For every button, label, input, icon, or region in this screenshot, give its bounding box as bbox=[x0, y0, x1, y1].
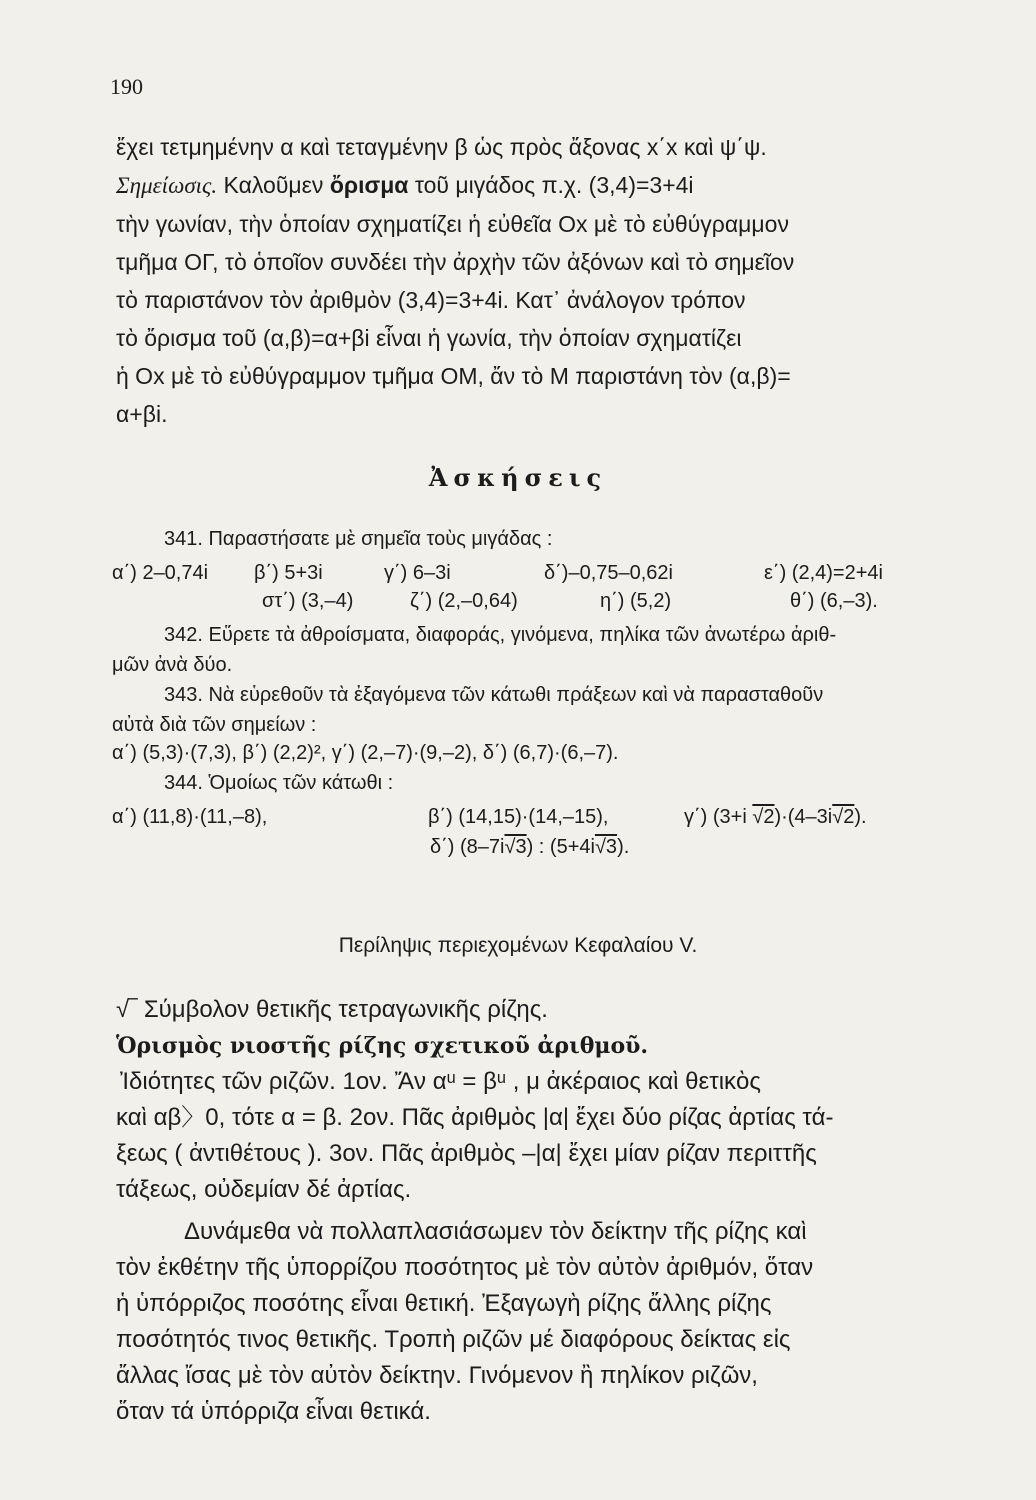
exercise-341-h: η΄) (5,2) bbox=[600, 590, 672, 612]
exercise-344-d-root-2: √3 bbox=[594, 836, 618, 858]
intro-line-2c: τοῦ μιγάδος π.χ. (3,4)=3+4i bbox=[408, 172, 694, 198]
intro-line-8: α+βi. bbox=[116, 401, 168, 427]
chapter-summary bbox=[116, 992, 966, 1430]
exercise-344-d-end: ). bbox=[617, 836, 630, 858]
summary-line-8: τὸν ἐκθέτην τῆς ὑπορρίζου ποσότητος μὲ τὸν αὐτὸν ἀριθμόν, ὅταν bbox=[116, 1254, 814, 1281]
summary-line-4: καὶ αβ〉0, τότε α = β. 2ον. Πᾶς ἀριθμὸς |α| ἔχει δύο ρίζας ἀρτίας τά- bbox=[116, 1104, 834, 1131]
exercise-344-d bbox=[430, 836, 629, 859]
summary-line-7: Δυνάμεθα νὰ πολλαπλασιάσωμεν τὸν δείκτην τῆς ρίζης καὶ bbox=[184, 1218, 807, 1245]
summary-line-10: ποσότητός τινος θετικῆς. Τροπὴ ριζῶν μέ διαφόρους δείκτας εἰς bbox=[116, 1326, 791, 1353]
intro-line-4: τμῆμα ΟΓ, τὸ ὁποῖον συνδέει τὴν ἀρχὴν τῶν ἀξόνων καὶ τὸ σημεῖον bbox=[116, 249, 795, 275]
exercise-341: 341. Παραστήσατε μὲ σημεῖα τοὺς μιγάδας : bbox=[164, 528, 553, 550]
exercise-343-line-2: αὐτὰ διὰ τῶν σημείων : bbox=[112, 714, 317, 736]
intro-line-2a: Καλοῦμεν bbox=[217, 172, 330, 198]
summary-line-11: ἄλλας ἴσας μὲ τὸν αὐτὸν δείκτην. Γινόμενον ἢ πηλίκον ριζῶν, bbox=[116, 1362, 758, 1389]
exercise-341-a: α΄) 2–0,74i bbox=[112, 562, 209, 584]
exercise-344-c-pre: γ΄) (3+i bbox=[684, 806, 753, 828]
exercise-343-line-3: α΄) (5,3)·(7,3), β΄) (2,2)², γ΄) (2,–7)·(9,–2), δ΄) (6,7)·(6,–7). bbox=[112, 742, 619, 764]
intro-paragraph bbox=[116, 128, 966, 433]
exercise-341-c: γ΄) 6–3i bbox=[384, 562, 451, 584]
summary-line-2: Ὁρισμὸς νιοστῆς ρίζης σχετικοῦ ἀριθμοῦ. bbox=[116, 1033, 649, 1059]
exercise-341-d: δ΄)–0,75–0,62i bbox=[544, 562, 673, 584]
exercise-344-c-root-2: √2 bbox=[832, 806, 855, 828]
summary-line-1: √‾ Σύμβολον θετικῆς τετραγωνικῆς ρίζης. bbox=[116, 996, 548, 1023]
intro-line-7: ἡ Ox μὲ τὸ εὐθύγραμμον τμῆμα ΟΜ, ἄν τὸ Μ παριστάνη τὸν (α,β)= bbox=[116, 363, 791, 389]
exercise-344-c-root-1: √2 bbox=[752, 806, 775, 828]
summary-line-6: τάξεως, οὐδεμίαν δέ ἀρτίας. bbox=[116, 1176, 412, 1203]
exercises-title: Ἀσκήσεις bbox=[428, 463, 608, 492]
exercise-343-line-1: 343. Νὰ εὑρεθοῦν τὰ ἐξαγόμενα τῶν κάτωθι πράξεων καὶ νὰ παρασταθοῦν bbox=[164, 684, 824, 706]
exercise-344-d-mid: ) : (5+4i bbox=[526, 836, 595, 858]
exercise-344-line-1: 344. Ὁμοίως τῶν κάτωθι : bbox=[164, 772, 394, 794]
summary-line-3: Ἰδιότητες τῶν ριζῶν. 1ον. Ἄν αᵘ = βᵘ , μ ἀκέραιος καὶ θετικὸς bbox=[120, 1068, 761, 1095]
exercise-341-i: θ΄) (6,–3). bbox=[790, 590, 878, 612]
exercise-344-d-root-1: √3 bbox=[504, 836, 527, 858]
intro-line-6: τὸ ὄρισμα τοῦ (α,β)=α+βi εἶναι ἡ γωνία, τὴν ὁποίαν σχηματίζει bbox=[116, 325, 742, 351]
summary-line-12: ὅταν τά ὑπόρριζα εἶναι θετικά. bbox=[116, 1398, 431, 1425]
page-number: 190 bbox=[110, 74, 143, 99]
remark-label: Σημείωσις. bbox=[116, 173, 218, 198]
summary-line-5: ξεως ( ἀντιθέτους ). 3ον. Πᾶς ἀριθμὸς –|α| ἔχει μίαν ρίζαν περιττῆς bbox=[116, 1140, 817, 1167]
exercise-344-c bbox=[684, 806, 867, 829]
exercise-341-g: ζ΄) (2,–0,64) bbox=[410, 590, 518, 612]
exercise-344-c-mid: )·(4–3i bbox=[774, 806, 833, 828]
intro-line-5: τὸ παριστάνον τὸν ἀριθμὸν (3,4)=3+4i. Κατ᾽ ἀνάλογον τρόπον bbox=[116, 287, 746, 313]
term-argument: ὄρισμα bbox=[329, 172, 409, 198]
intro-line-2 bbox=[116, 166, 966, 205]
intro-line-1: ἔχει τετμημένην α καὶ τεταγμένην β ὡς πρὸς ἄξονας x΄x καὶ ψ΄ψ. bbox=[116, 134, 767, 160]
exercise-341-e: ε΄) (2,4)=2+4i bbox=[764, 562, 883, 584]
exercise-344-a: α΄) (11,8)·(11,–8), bbox=[112, 806, 268, 828]
summary-line-9: ἡ ὑπόρριζος ποσότης εἶναι θετική. Ἐξαγωγὴ ρίζης ἄλλης ρίζης bbox=[116, 1290, 772, 1317]
exercise-342-line-1: 342. Εὕρετε τὰ ἀθροίσματα, διαφοράς, γινόμενα, πηλίκα τῶν ἀνωτέρω ἀριθ- bbox=[164, 624, 837, 646]
exercise-344-c-end: ). bbox=[854, 806, 867, 828]
intro-line-3: τὴν γωνίαν, τὴν ὁποίαν σχηματίζει ἡ εὐθεῖα Ox μὲ τὸ εὐθύγραμμον bbox=[116, 211, 789, 237]
exercise-341-b: β΄) 5+3i bbox=[254, 562, 323, 584]
exercise-344-d-pre: δ΄) (8–7i bbox=[430, 836, 505, 858]
exercise-344-b: β΄) (14,15)·(14,–15), bbox=[428, 806, 609, 828]
chapter-summary-title: Περίληψις περιεχομένων Κεφαλαίου V. bbox=[338, 934, 698, 957]
exercise-342-line-2: μῶν ἀνὰ δύο. bbox=[112, 654, 233, 676]
exercise-341-f: στ΄) (3,–4) bbox=[262, 590, 354, 612]
